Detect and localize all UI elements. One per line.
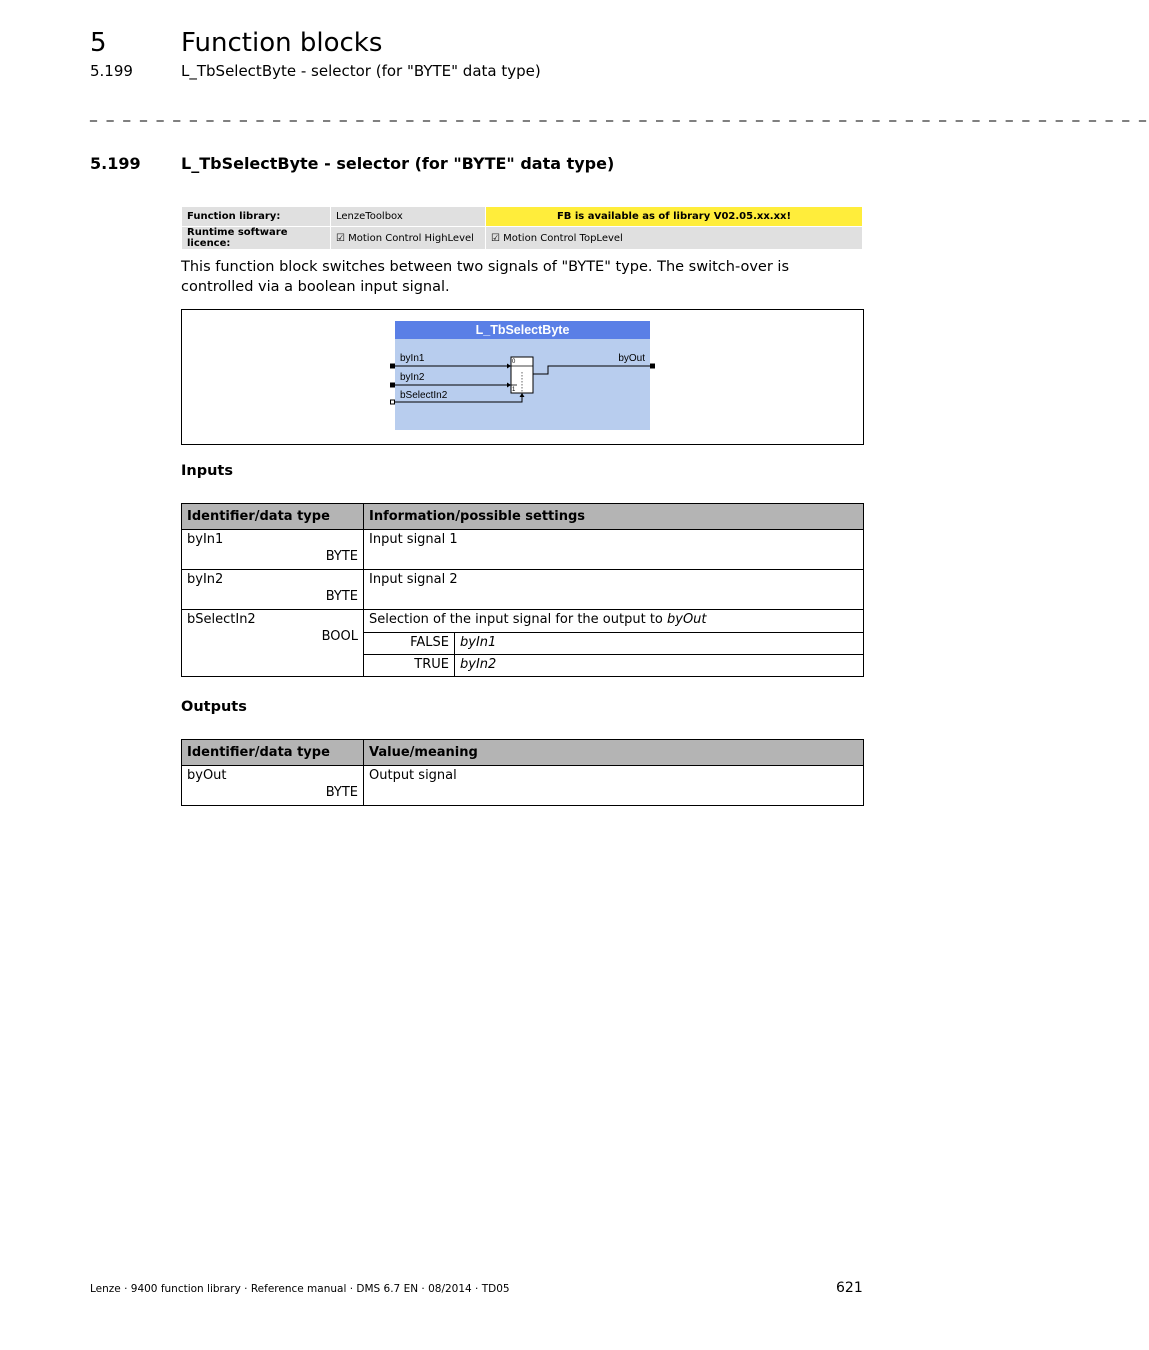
page-number: 621 — [836, 1280, 863, 1296]
option-value: FALSE — [364, 633, 455, 655]
info-cell — [364, 610, 864, 633]
outputs-col-identifier: Identifier/data type — [182, 740, 364, 766]
block-title: L_TbSelectByte — [475, 323, 570, 337]
identifier-cell — [182, 570, 364, 610]
option-meaning: byIn1 — [455, 633, 864, 655]
licence-row — [182, 227, 863, 250]
info-text-italic: byOut — [667, 612, 707, 627]
identifier-cell — [182, 530, 364, 570]
inputs-table — [181, 503, 864, 677]
outputs-col-value: Value/meaning — [364, 740, 864, 766]
library-value: LenzeToolbox — [331, 207, 486, 227]
identifier-type: BYTE — [325, 549, 358, 564]
inputs-col-info: Information/possible settings — [364, 504, 864, 530]
availability-note: FB is available as of library V02.05.xx.xx! — [486, 207, 863, 227]
outputs-header-row — [182, 740, 864, 766]
outputs-heading: Outputs — [181, 699, 247, 715]
identifier-name: byOut — [187, 768, 227, 783]
library-row — [182, 207, 863, 227]
chapter-number: 5 — [90, 28, 107, 58]
inputs-col-identifier: Identifier/data type — [182, 504, 364, 530]
table-row — [182, 530, 864, 570]
input-connector-byin1 — [390, 364, 395, 369]
output-label-byout: byOut — [618, 353, 645, 364]
identifier-type: BYTE — [325, 785, 358, 800]
running-section-number: 5.199 — [90, 62, 133, 80]
info-text: Selection of the input signal for the output to — [369, 612, 667, 627]
input-label-byin1: byIn1 — [400, 353, 425, 364]
table-row — [182, 610, 864, 633]
identifier-name: bSelectIn2 — [187, 612, 256, 627]
description: This function block switches between two signals of "BYTE" type. The switch-over is controlled via a boolean input signal. — [181, 259, 789, 295]
option-meaning: byIn2 — [455, 655, 864, 677]
identifier-type: BOOL — [321, 629, 358, 644]
footer-text: Lenze · 9400 function library · Reference manual · DMS 6.7 EN · 08/2014 · TD05 — [90, 1283, 510, 1295]
table-row — [182, 570, 864, 610]
output-connector-byout — [650, 364, 655, 369]
table-row — [182, 766, 864, 806]
outputs-table — [181, 739, 864, 806]
header-separator: _ _ _ _ _ _ _ _ _ _ _ _ _ _ _ _ _ _ _ _ _ _ _ _ _ _ _ _ _ _ _ _ _ _ _ _ _ _ _ _ _ _ _ _ _ _ _ _ _ _ _ _ _ _ _ _ _ _ _ _ _ _ _ _ — [90, 106, 1149, 122]
inputs-header-row — [182, 504, 864, 530]
input-connector-byin2 — [390, 383, 395, 388]
section-heading-number: 5.199 — [90, 154, 141, 173]
input-connector-bselectin2 — [391, 400, 395, 404]
running-section-title: L_TbSelectByte - selector (for "BYTE" data type) — [181, 62, 541, 80]
switch-label-0: 0 — [512, 359, 516, 365]
licence-label: Runtime software licence: — [182, 227, 331, 250]
input-label-bselectin2: bSelectIn2 — [400, 390, 448, 401]
section-heading-title: L_TbSelectByte - selector (for "BYTE" data type) — [181, 154, 615, 173]
option-value: TRUE — [364, 655, 455, 677]
chapter-title: Function blocks — [181, 28, 383, 58]
identifier-name: byIn2 — [187, 572, 224, 587]
library-label: Function library: — [182, 207, 331, 227]
switch-label-1: 1 — [512, 387, 516, 393]
licence-highlevel: ☑ Motion Control HighLevel — [331, 227, 486, 250]
identifier-type: BYTE — [325, 589, 358, 604]
info-cell: Input signal 2 — [364, 570, 864, 610]
identifier-cell — [182, 766, 364, 806]
info-cell: Output signal — [364, 766, 864, 806]
identifier-cell — [182, 610, 364, 677]
library-info-table — [181, 206, 863, 250]
inputs-heading: Inputs — [181, 463, 233, 479]
function-block-diagram — [390, 318, 660, 434]
input-label-byin2: byIn2 — [400, 372, 425, 383]
licence-toplevel: ☑ Motion Control TopLevel — [486, 227, 863, 250]
info-cell: Input signal 1 — [364, 530, 864, 570]
identifier-name: byIn1 — [187, 532, 224, 547]
